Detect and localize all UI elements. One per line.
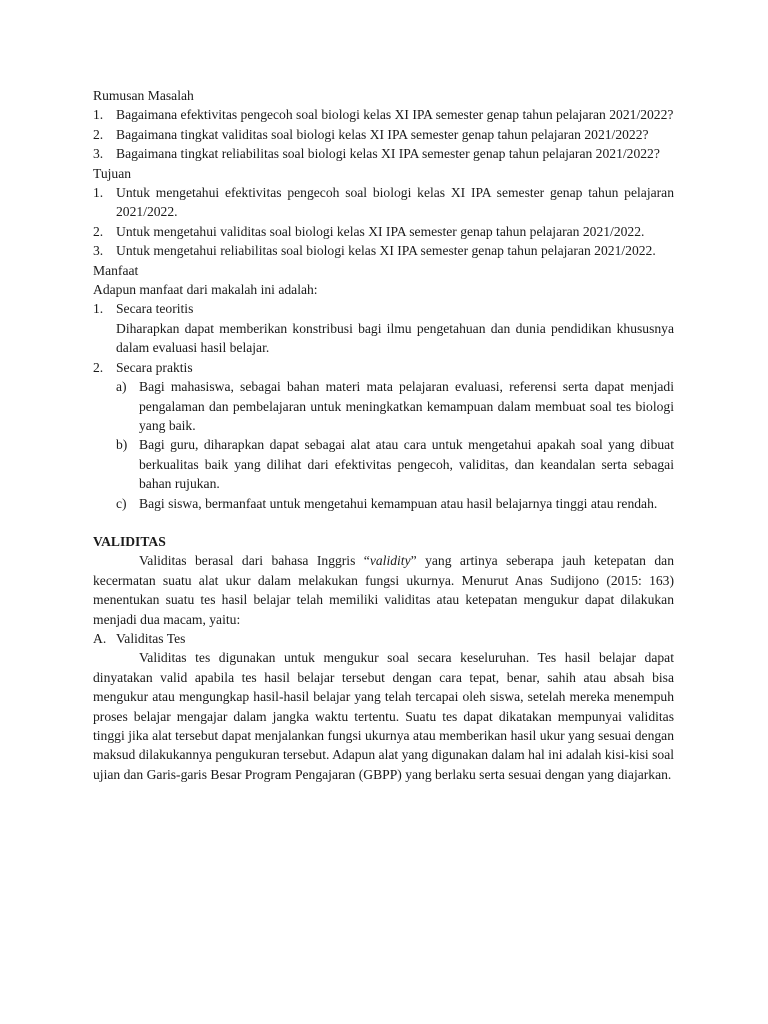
- validitas-paragraph-1: [93, 551, 674, 629]
- list-number: 3.: [93, 146, 104, 162]
- tujuan-item-3: [93, 241, 674, 260]
- paragraph-text: ” yang artinya seberapa jauh ketepatan dan kecermatan suatu alat ukur dalam melakukan fungsi ukurnya. Menurut Anas Sudijono (2015: 163) menentukan suatu tes hasil belajar telah memiliki validitas atau ketepatan mengukur dapat dilakukan menjadi dua macam, yaitu:: [93, 553, 675, 627]
- validitas-paragraph-2: Validitas tes digunakan untuk mengukur soal secara keseluruhan. Tes hasil belajar dapat dinyatakan valid apabila tes hasil belajar tersebut dengan cara tepat, benar, sahih atau absah bisa mengukur atau mengungkap hasil-hasil belajar yang telah tercapai oleh siswa, setelah mereka menempuh proses belajar mengajar dalam jangka waktu tertentu. Suatu tes dapat dikatakan mempunyai validitas tinggi jika alat tersebut dapat menjalankan fungsi ukurnya atau memberikan hasil ukur yang sesuai dengan maksud dilakukannya pengukuran tersebut. Adapun alat yang digunakan dalam hal ini adalah kisi-kisi soal ujian dan Garis-garis Besar Program Pengajaran (GBPP) yang berlaku serta sesuai dengan yang diajarkan.: [93, 650, 674, 782]
- document-page: [93, 86, 674, 784]
- tujuan-item-1: [93, 183, 674, 222]
- list-number: 2.: [93, 126, 104, 142]
- list-letter: b): [116, 437, 128, 453]
- list-number: 1.: [93, 185, 104, 201]
- list-number: 3.: [93, 243, 104, 259]
- validitas-tes-subheading: [93, 629, 674, 648]
- validitas-heading: VALIDITAS: [93, 533, 166, 549]
- list-letter: a): [116, 379, 127, 395]
- list-text: Secara teoritis: [116, 301, 194, 317]
- manfaat-teoritis-label: [93, 299, 674, 318]
- list-number: 1.: [93, 301, 104, 317]
- list-text: Bagi mahasiswa, sebagai bahan materi mata pelajaran evaluasi, referensi serta dapat menjadi pengalaman dan pembelajaran untuk meningkatkan kemampuan dalam membuat soal tes biologi yang baik.: [139, 379, 674, 433]
- list-text: Bagaimana tingkat validitas soal biologi kelas XI IPA semester genap tahun pelajaran 2021/2022?: [116, 126, 649, 142]
- manfaat-praktis-item-a: [116, 377, 674, 435]
- list-text: Untuk mengetahui efektivitas pengecoh soal biologi kelas XI IPA semester genap tahun pelajaran 2021/2022.: [116, 185, 674, 220]
- tujuan-heading: Tujuan: [93, 165, 132, 181]
- tujuan-item-2: [93, 222, 674, 241]
- list-number: 2.: [93, 223, 104, 239]
- list-text: Validitas Tes: [116, 630, 186, 646]
- list-text: Bagaimana tingkat reliabilitas soal biologi kelas XI IPA semester genap tahun pelajaran 2021/2022?: [116, 146, 660, 162]
- list-text: Bagi siswa, bermanfaat untuk mengetahui kemampuan atau hasil belajarnya tinggi atau rendah.: [139, 495, 658, 511]
- rumusan-item-3: [93, 144, 674, 163]
- rumusan-item-2: [93, 125, 674, 144]
- list-text: Secara praktis: [116, 359, 193, 375]
- list-number: 2.: [93, 359, 104, 375]
- manfaat-praktis-item-c: [116, 494, 674, 513]
- rumusan-item-1: [93, 105, 674, 124]
- italic-term: validity: [369, 553, 411, 569]
- manfaat-praktis-item-b: [116, 435, 674, 493]
- section-spacer: [93, 513, 674, 532]
- manfaat-intro: Adapun manfaat dari makalah ini adalah:: [93, 282, 318, 298]
- list-text: Untuk mengetahui reliabilitas soal biologi kelas XI IPA semester genap tahun pelajaran 2021/2022.: [116, 243, 656, 259]
- list-number: 1.: [93, 107, 104, 123]
- manfaat-teoritis-text: Diharapkan dapat memberikan konstribusi bagi ilmu pengetahuan dan dunia pendidikan khususnya dalam evaluasi hasil belajar.: [116, 320, 674, 356]
- manfaat-praktis-label: [93, 358, 674, 377]
- manfaat-heading: Manfaat: [93, 262, 139, 278]
- list-text: Bagi guru, diharapkan dapat sebagai alat atau cara untuk mengetahui apakah soal yang dibuat berkualitas baik yang dilihat dari efektivitas pengecoh, validitas, dan keandalan serta sebagai bahan rujukan.: [139, 437, 674, 492]
- list-letter: A.: [93, 630, 107, 646]
- list-text: Bagaimana efektivitas pengecoh soal biologi kelas XI IPA semester genap tahun pelajaran 2021/2022?: [116, 107, 674, 123]
- rumusan-heading: Rumusan Masalah: [93, 88, 194, 103]
- paragraph-text: Validitas berasal dari bahasa Inggris “: [139, 553, 370, 569]
- list-text: Untuk mengetahui validitas soal biologi kelas XI IPA semester genap tahun pelajaran 2021/2022.: [116, 223, 645, 239]
- list-letter: c): [116, 495, 127, 511]
